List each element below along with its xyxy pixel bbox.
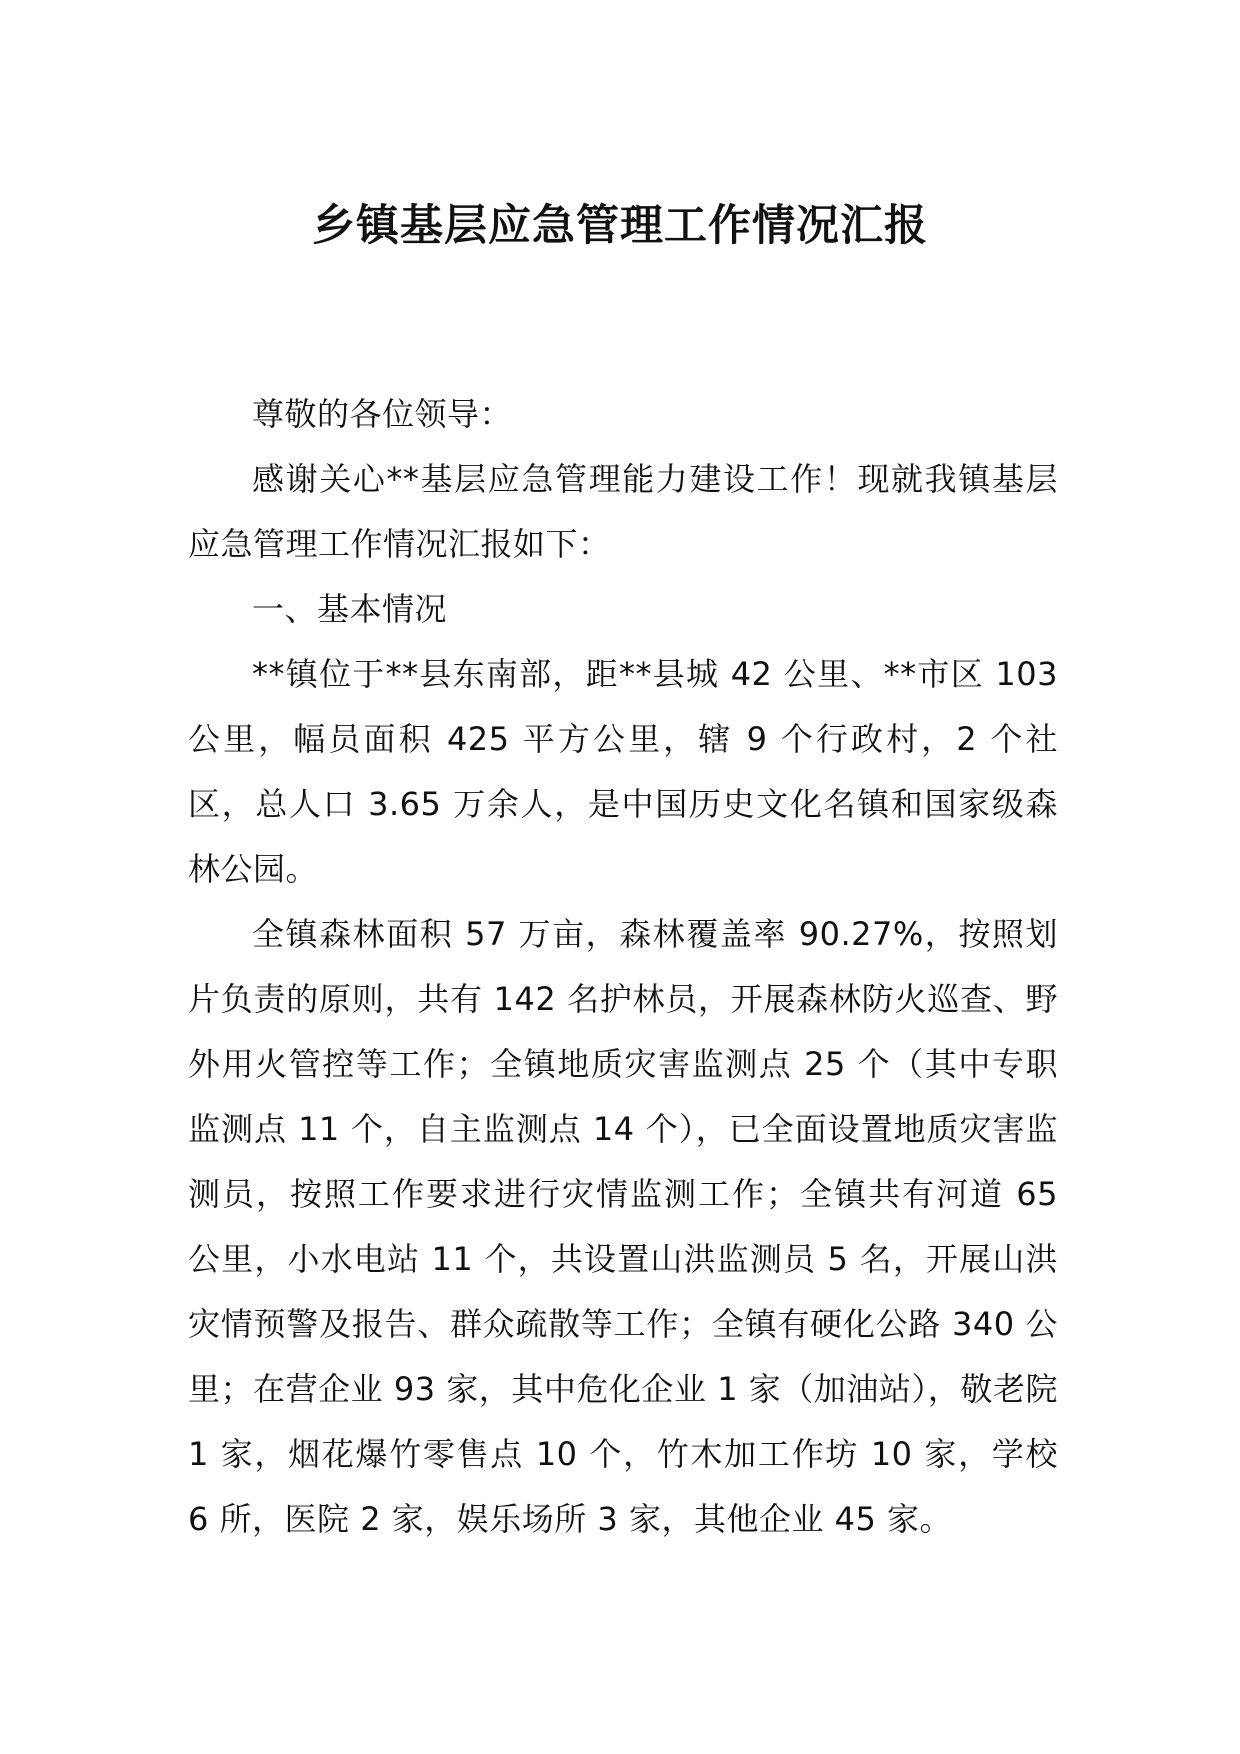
paragraph-intro: 感谢关心**基层应急管理能力建设工作！现就我镇基层应急管理工作情况汇报如下： bbox=[188, 460, 1058, 563]
paragraph-town-overview: **镇位于**县东南部，距**县城 42 公里、**市区 103 公里，幅员面积 425 平方公里，辖 9 个行政村，2 个社区，总人口 3.65 万余人，是中国历史文化名镇和国家级森林公园。 bbox=[188, 655, 1058, 888]
document-body bbox=[188, 382, 1058, 1552]
salutation: 尊敬的各位领导： bbox=[252, 395, 513, 433]
section-heading-basic-situation: 一、基本情况 bbox=[252, 590, 448, 628]
document-title: 乡镇基层应急管理工作情况汇报 bbox=[312, 201, 928, 251]
paragraph-emergency-resources: 全镇森林面积 57 万亩，森林覆盖率 90.27%，按照划片负责的原则，共有 142 名护林员，开展森林防火巡查、野外用火管控等工作；全镇地质灾害监测点 25 个（其中专职监测点 11 个，自主监测点 14 个），已全面设置地质灾害监测员，按照工作要求进行灾情监测工作；全镇共有河道 65 公里，小水电站 11 个，共设置山洪监测员 5 名，开展山洪灾情预警及报告、群众疏散等工作；全镇有硬化公路 340 公里；在营企业 93 家，其中危化企业 1 家（加油站），敬老院 1 家，烟花爆竹零售点 10 个，竹木加工作坊 10 家，学校 6 所，医院 2 家，娱乐场所 3 家，其他企业 45 家。 bbox=[188, 915, 1058, 1538]
